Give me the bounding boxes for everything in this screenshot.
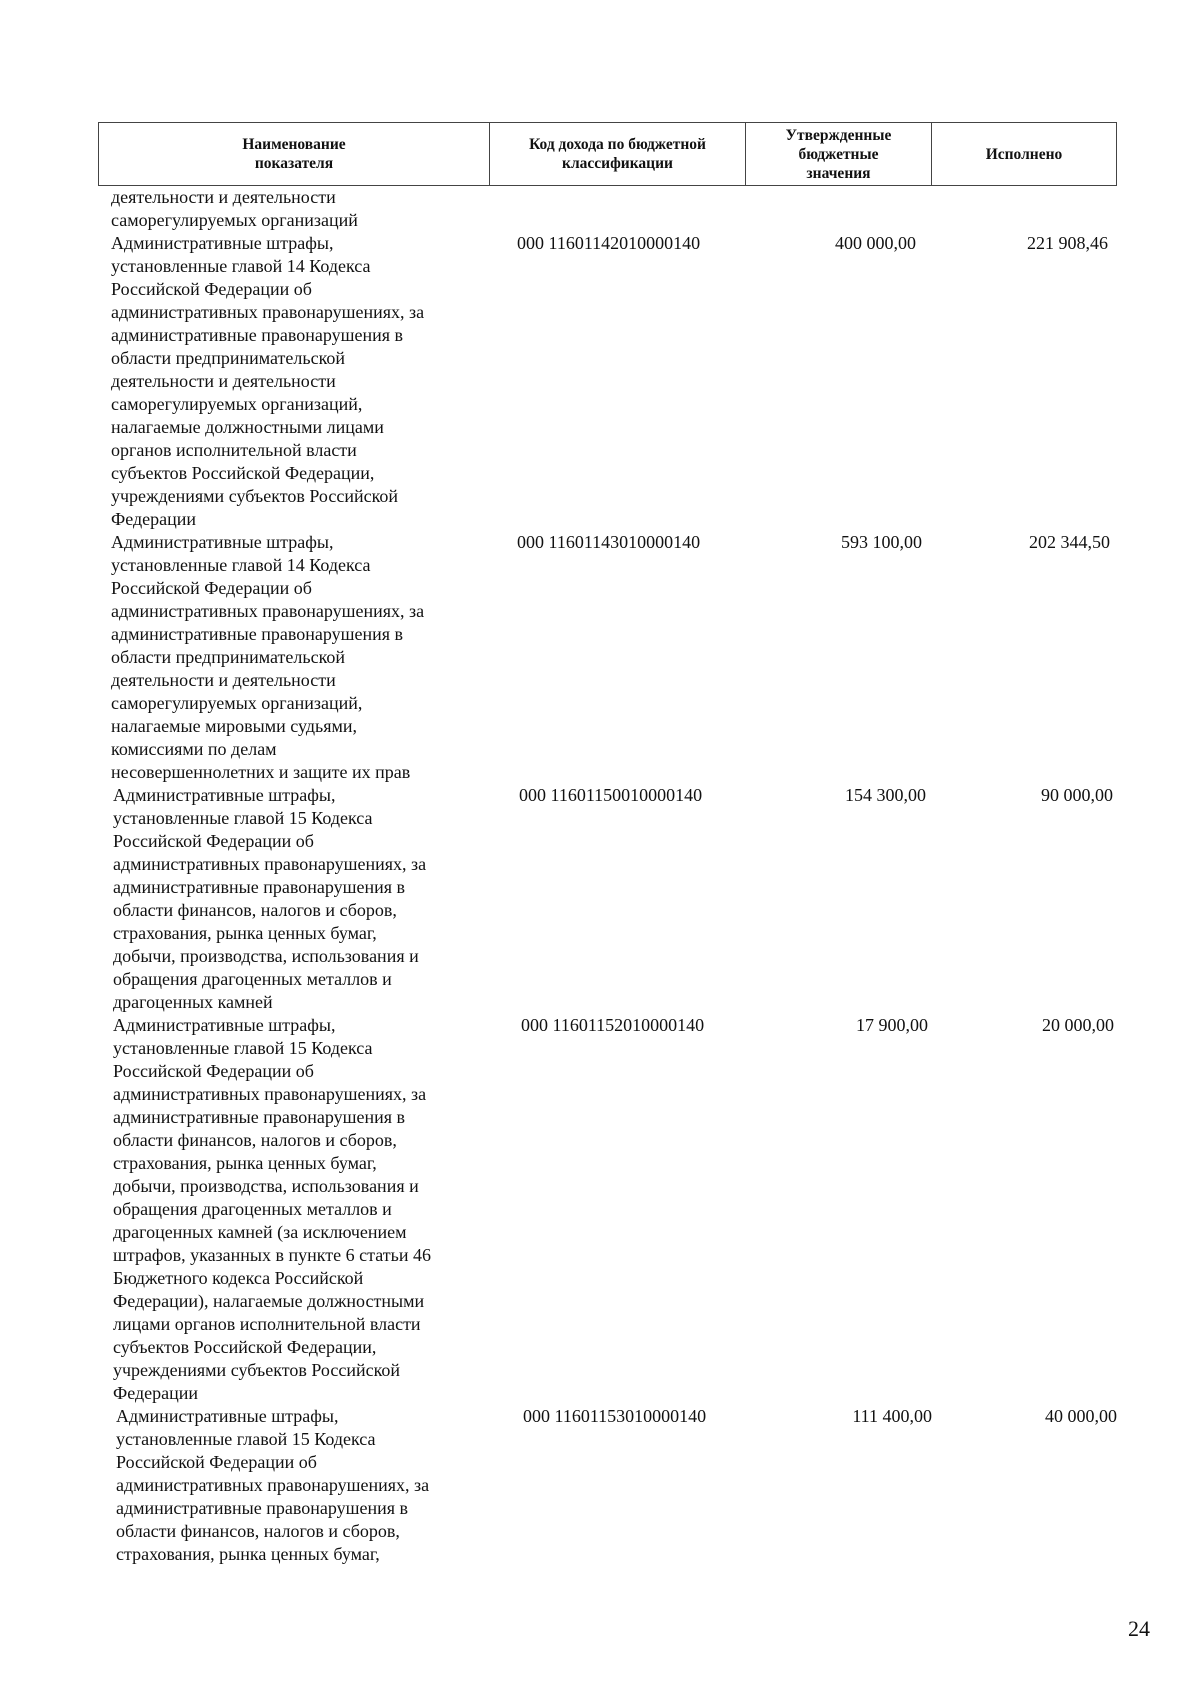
- header-name: Наименование показателя: [242, 136, 346, 172]
- row-plan: 400 000,00: [835, 233, 916, 253]
- table-row: [0, 232, 1200, 531]
- table-row: [0, 784, 1200, 1014]
- row-name: Административные штрафы, установленные главой 15 Кодекса Российской Федерации об административных правонарушениях, за административные правонарушения в области финансов, налогов и сборов, страхования, рынка ценных бумаг, добычи, производства, использования и обращения драгоценных металлов и драгоценных камней: [113, 785, 427, 1012]
- row-plan: 111 400,00: [852, 1406, 932, 1426]
- table-body: [0, 186, 1200, 1566]
- header-plan: Утвержденные бюджетные значения: [785, 126, 892, 182]
- row-code: 000 11601153010000140: [523, 1406, 707, 1426]
- row-code: 000 11601150010000140: [519, 785, 703, 805]
- row-done: 221 908,46: [1027, 233, 1108, 253]
- header-code-cell: [490, 123, 746, 185]
- row-plan: 17 900,00: [856, 1015, 928, 1035]
- header-done: Исполнено: [985, 145, 1063, 163]
- row-code: 000 11601152010000140: [521, 1015, 705, 1035]
- header-plan-cell: [746, 123, 932, 185]
- row-code: 000 11601142010000140: [517, 233, 701, 253]
- page-number: 24: [1128, 1616, 1150, 1641]
- row-name: Административные штрафы, установленные главой 14 Кодекса Российской Федерации об административных правонарушениях, за административные правонарушения в области предпринимательской деятельности и деятельности саморегулируемых организаций, налагаемые должностными лицами органов исполнительной власти субъектов Российской Федерации, учреждениями субъектов Российской Федерации: [111, 233, 425, 529]
- row-code: 000 11601143010000140: [517, 532, 701, 552]
- table-header: [98, 122, 1117, 186]
- table-row-continuation: [0, 186, 1200, 232]
- row-name: Административные штрафы, установленные главой 15 Кодекса Российской Федерации об административных правонарушениях, за административные правонарушения в области финансов, налогов и сборов, страхования, рынка ценных бумаг,: [116, 1406, 430, 1564]
- header-name-cell: [99, 123, 490, 185]
- row-plan: 154 300,00: [845, 785, 926, 805]
- table-row: [0, 531, 1200, 784]
- row-done: 20 000,00: [1042, 1015, 1114, 1035]
- table-row: [0, 1405, 1200, 1566]
- continuation-text: деятельности и деятельности саморегулируемых организаций: [111, 187, 358, 230]
- row-done: 90 000,00: [1041, 785, 1113, 805]
- row-done: 40 000,00: [1045, 1406, 1117, 1426]
- row-name: Административные штрафы, установленные главой 15 Кодекса Российской Федерации об административных правонарушениях, за административные правонарушения в области финансов, налогов и сборов, страхования, рынка ценных бумаг, добычи, производства, использования и обращения драгоценных металлов и драгоценных камней (за исключением штрафов, указанных в пункте 6 статьи 46 Бюджетного кодекса Российской Федерации), налагаемые должностными лицами органов исполнительной власти субъектов Российской Федерации, учреждениями субъектов Российской Федерации: [113, 1015, 431, 1403]
- table-row: [0, 1014, 1200, 1405]
- row-done: 202 344,50: [1029, 532, 1110, 552]
- row-name: Административные штрафы, установленные главой 14 Кодекса Российской Федерации об административных правонарушениях, за административные правонарушения в области предпринимательской деятельности и деятельности саморегулируемых организаций, налагаемые мировыми судьями, комиссиями по делам несовершеннолетних и защите их прав: [111, 532, 425, 782]
- row-plan: 593 100,00: [841, 532, 922, 552]
- header-done-cell: [932, 123, 1116, 185]
- header-code: Код дохода по бюджетной классификации: [529, 136, 706, 172]
